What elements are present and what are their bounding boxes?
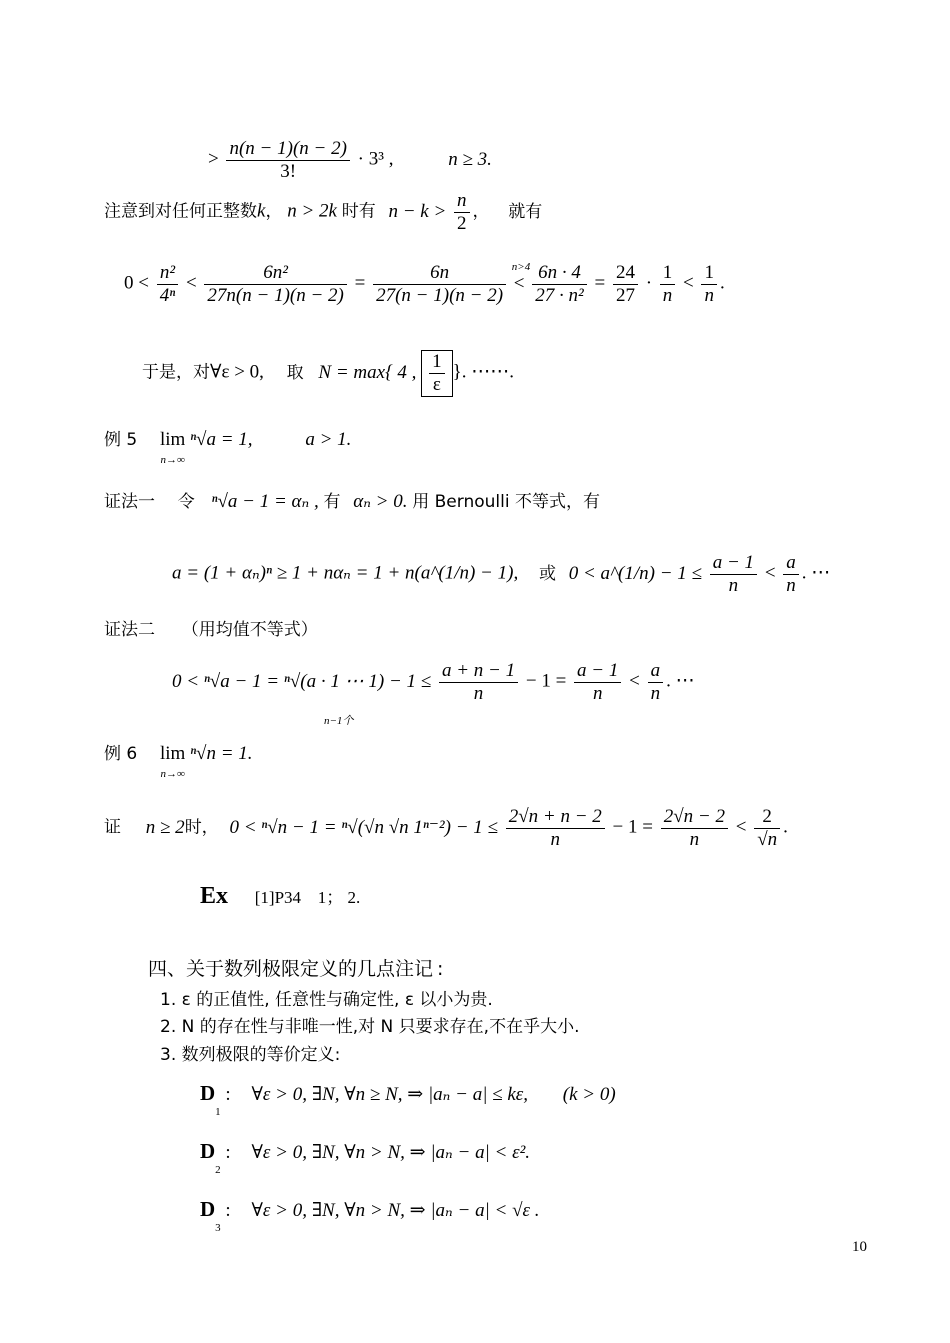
fraction: [701, 262, 717, 307]
var-k: k: [257, 200, 266, 222]
example-label: 例 6: [104, 744, 138, 764]
fraction-denominator: 3!: [280, 160, 297, 182]
fraction-denominator: n: [592, 682, 603, 704]
lim-text: lim: [159, 429, 186, 450]
fraction: [710, 552, 757, 597]
fraction-1-over-eps: [429, 351, 445, 396]
fraction: [613, 262, 638, 307]
lim-sub: n→∞: [160, 454, 185, 466]
fraction-numerator: 2√n + n − 2: [506, 806, 605, 829]
floor-bracket: [421, 350, 453, 397]
example-6: [104, 744, 253, 780]
def-condition: (k > 0): [562, 1084, 616, 1105]
text: 有: [323, 492, 341, 512]
expression: 0 < ⁿ√n − 1 = ⁿ√(√n √n 1ⁿ⁻²) − 1 ≤: [229, 816, 498, 838]
fraction-denominator: n: [786, 574, 796, 596]
expression: n − k >: [388, 200, 447, 222]
note-item-2: [160, 1019, 579, 1036]
fraction: [204, 262, 346, 307]
ellipsis: }. ⋯⋯.: [452, 361, 515, 383]
fraction-denominator: 2: [457, 212, 467, 234]
definition-d1: [200, 1081, 616, 1118]
expression: ⁿ√a = 1,: [190, 429, 253, 450]
fraction: [574, 660, 621, 705]
fraction-numerator: 6n: [373, 262, 506, 285]
proof-method-2: [104, 620, 318, 639]
def-subscript: 3: [215, 1221, 221, 1234]
ineq-line-1: [208, 138, 492, 183]
fraction: [754, 806, 780, 851]
fraction-numerator: 6n · 4: [532, 262, 586, 285]
symbol: − 1 =: [612, 816, 653, 838]
fraction-denominator: ε: [432, 373, 441, 395]
page-number: [852, 1240, 867, 1255]
text: 或: [538, 563, 556, 584]
text: 时，: [184, 817, 219, 838]
expression: 0 < ⁿ√a − 1 = ⁿ√(a · 1 ⋯ 1) − 1 ≤: [172, 670, 432, 692]
symbol: <: [513, 272, 525, 294]
exercise-ref: [1]P34: [254, 888, 302, 907]
condition: n>4: [511, 260, 531, 273]
expression: 0 < a^(1/n) − 1 ≤: [568, 562, 702, 584]
fraction-numerator: 1: [660, 262, 676, 285]
fraction-denominator: 4ⁿ: [159, 284, 176, 306]
fraction: [373, 262, 506, 307]
fraction-denominator: n: [662, 284, 673, 306]
def-expression: ∀ε > 0, ∃N, ∀n ≥ N, ⇒ |aₙ − a| ≤ kε,: [251, 1084, 529, 1105]
text: 就有: [508, 201, 543, 222]
fraction: [783, 552, 799, 597]
fraction-denominator: n: [473, 682, 484, 704]
text: 用 Bernoulli 不等式，有: [412, 492, 600, 512]
fraction-numerator: 24: [613, 262, 638, 285]
choose-N-line: [142, 350, 514, 397]
fraction-numerator: a − 1: [710, 552, 757, 575]
fraction-numerator: 1: [429, 351, 445, 374]
fraction-denominator: n: [704, 284, 714, 306]
limit-operator: [160, 430, 185, 466]
fraction-numerator: 1: [701, 262, 717, 285]
fraction-denominator: n: [689, 828, 700, 850]
proof-label: 证法二: [104, 620, 155, 640]
fraction-combination: [226, 138, 349, 183]
fraction: [157, 262, 178, 307]
exercise-line: [200, 884, 360, 908]
note-text: 2. N 的存在性与非唯一性,对 N 只要求存在,不在乎大小.: [160, 1017, 580, 1037]
fraction-denominator: 27(n − 1)(n − 2): [376, 284, 504, 306]
fraction-denominator: 27 · n²: [535, 284, 584, 306]
fraction-numerator: 2√n − 2: [661, 806, 728, 829]
fraction-n-over-2: [454, 190, 470, 235]
expression: ⁿ√n = 1.: [190, 743, 253, 764]
expression: ⁿ√a − 1 = αₙ ,: [211, 491, 319, 512]
symbol: .: [719, 272, 725, 294]
condition: n ≥ 2: [145, 816, 185, 838]
am-gm-line: [172, 660, 695, 727]
limit-operator: [160, 744, 185, 780]
symbol: <: [185, 272, 197, 294]
ellipsis: . ⋯: [666, 670, 695, 692]
proof-label: 证法一: [104, 492, 155, 512]
symbol: 0 <: [124, 272, 149, 294]
bernoulli-line: [172, 552, 830, 597]
note-item-1: [160, 992, 493, 1009]
section-heading: 四、关于数列极限定义的几点注记: [148, 958, 434, 980]
fraction: [660, 262, 676, 307]
colon: :: [225, 1084, 231, 1105]
fraction-numerator: n(n − 1)(n − 2): [226, 138, 349, 161]
colon: :: [437, 958, 444, 980]
definition-d3: [200, 1197, 540, 1234]
condition: a > 1.: [305, 429, 352, 450]
fraction-denominator: n: [550, 828, 560, 850]
symbol: =: [594, 272, 606, 294]
text: 取: [286, 362, 304, 383]
fraction: [506, 806, 605, 851]
text: 于是，对: [142, 362, 210, 383]
colon: :: [225, 1200, 231, 1221]
fraction-numerator: 6n²: [204, 262, 346, 285]
note-text: 3. 数列极限的等价定义:: [160, 1045, 341, 1065]
fraction: [532, 262, 586, 307]
less-than-cond: [511, 260, 531, 294]
condition: n > 2k: [287, 200, 337, 222]
exercise-items: 1； 2.: [317, 888, 361, 907]
definition-d2: [200, 1139, 531, 1176]
symbol: <: [683, 272, 694, 294]
lim-sub: n→∞: [160, 768, 185, 780]
fraction-numerator: 2: [754, 806, 780, 829]
text: 时有: [341, 201, 376, 222]
def-subscript: 1: [215, 1105, 221, 1118]
lim-text: lim: [159, 743, 186, 764]
fraction-numerator: a − 1: [574, 660, 621, 683]
ineq-chain: [124, 262, 725, 307]
fraction-numerator: n: [454, 190, 470, 213]
note-item-3: [160, 1047, 340, 1064]
text: （用均值不等式）: [181, 620, 318, 640]
def-label: D: [200, 1081, 216, 1105]
text: 注意到对任何正整数: [104, 201, 257, 222]
page-number-text: 10: [852, 1239, 867, 1255]
symbol: <: [629, 670, 640, 692]
symbol: <: [764, 562, 776, 584]
symbol: =: [354, 272, 366, 294]
text: 令: [177, 492, 195, 512]
symbol: ·: [645, 272, 653, 294]
proof-method-1: [104, 492, 600, 511]
fraction-denominator: 27n(n − 1)(n − 2): [207, 284, 344, 306]
fraction-numerator: a: [783, 552, 799, 575]
example-5: [104, 430, 351, 466]
symbol: <: [735, 816, 747, 838]
text: ，: [472, 201, 490, 222]
colon: :: [225, 1142, 231, 1163]
ellipsis: . ⋯: [801, 562, 831, 584]
def-label: D: [200, 1197, 216, 1221]
note-line: [104, 190, 542, 235]
fraction-numerator: a: [648, 660, 664, 683]
def-subscript: 2: [215, 1163, 221, 1176]
def-expression: ∀ε > 0, ∃N, ∀n > N, ⇒ |aₙ − a| < √ε .: [251, 1200, 540, 1221]
fraction: [648, 660, 664, 705]
fraction-denominator: 27: [615, 284, 635, 306]
expression: N = max{ 4 ,: [318, 361, 417, 383]
fraction-denominator: n: [650, 682, 661, 704]
exercise-label: Ex: [200, 883, 229, 909]
text: ，: [265, 201, 283, 222]
expression-wrapper: [172, 670, 432, 727]
fraction-numerator: n²: [157, 262, 178, 285]
power-term: · 3³ ,: [357, 148, 394, 170]
symbol: − 1 =: [525, 670, 567, 692]
note-text: 1. ε 的正值性, 任意性与确定性, ε 以小为贵.: [160, 990, 493, 1010]
expression: a = (1 + αₙ)ⁿ ≥ 1 + nαₙ = 1 + n(a^(1/n) − 1),: [172, 562, 519, 584]
fraction-numerator: a + n − 1: [439, 660, 518, 683]
fraction-denominator: √n: [757, 828, 778, 850]
proof-example-6: [104, 806, 788, 851]
underbrace-label: n−1个: [324, 714, 354, 727]
expression: ∀ε > 0,: [210, 361, 264, 383]
def-expression: ∀ε > 0, ∃N, ∀n > N, ⇒ |aₙ − a| < ε².: [251, 1142, 531, 1163]
fraction: [661, 806, 728, 851]
expression: αₙ > 0.: [353, 491, 408, 512]
condition: n ≥ 3.: [448, 148, 492, 170]
section-title: [148, 960, 443, 979]
fraction: [439, 660, 518, 705]
proof-label: 证: [104, 817, 121, 838]
symbol: .: [783, 816, 788, 838]
example-label: 例 5: [104, 430, 138, 450]
gt-sign: >: [208, 148, 219, 170]
def-label: D: [200, 1139, 216, 1163]
fraction-denominator: n: [728, 574, 739, 596]
